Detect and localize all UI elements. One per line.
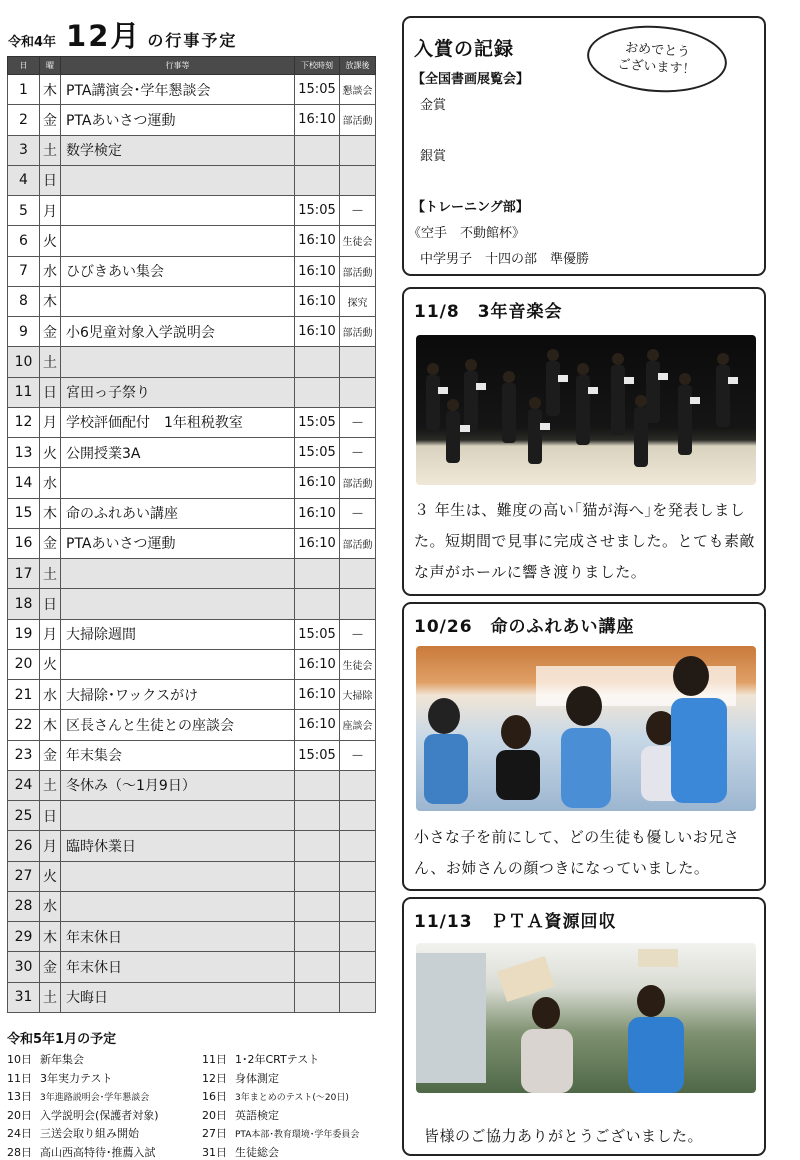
pta-recycling-box [402, 897, 766, 1156]
award-category-training: 【トレーニング部】 [412, 200, 529, 215]
dow-cell: 土 [40, 559, 61, 589]
dismissal-cell [295, 347, 340, 377]
schedule-row [8, 559, 376, 589]
dismissal-cell: 16:10 [295, 710, 340, 740]
event-cell: 年末集会 [61, 740, 295, 770]
after-school-cell: 探究 [340, 286, 376, 316]
after-school-cell: ― [340, 740, 376, 770]
january-item-text: 新年集会 [40, 1053, 84, 1066]
january-item-text: 1･2年CRTテスト [235, 1053, 320, 1066]
event-cell: 年末休日 [61, 922, 295, 952]
january-item [7, 1107, 202, 1125]
event-cell [61, 196, 295, 226]
dismissal-cell [295, 377, 340, 407]
january-item-text: 3年まとめのテスト(～20日) [235, 1093, 349, 1103]
music-title: 11/8 3年音楽会 [414, 302, 563, 322]
after-school-cell [340, 952, 376, 982]
january-item-text: 3年進路説明会･学年懇談会 [40, 1093, 150, 1103]
january-item-date: 27日 [202, 1127, 227, 1140]
schedule-row [8, 740, 376, 770]
event-cell: 宮田っ子祭り [61, 377, 295, 407]
dow-cell: 水 [40, 256, 61, 286]
event-cell [61, 589, 295, 619]
dismissal-cell [295, 559, 340, 589]
award-silver: 銀賞 [420, 149, 447, 164]
dow-cell: 月 [40, 619, 61, 649]
january-item-date: 10日 [7, 1053, 32, 1066]
event-cell: 命のふれあい講座 [61, 498, 295, 528]
header-month: 12月 [66, 19, 142, 53]
january-item-date: 20日 [7, 1108, 32, 1122]
music-caption: ３ 年生は、難度の高い｢猫が海へ｣を発表しました。短期間で見事に完成させました。とても素敵な声がホールに響き渡りました。 [414, 501, 756, 581]
january-item-date: 24日 [7, 1127, 32, 1140]
event-cell: 数学検定 [61, 135, 295, 165]
dismissal-cell: 16:10 [295, 498, 340, 528]
pta-caption: 皆様のご協力ありがとうございました。 [424, 1127, 704, 1145]
dismissal-cell: 15:05 [295, 407, 340, 437]
event-cell [61, 468, 295, 498]
day-cell: 30 [8, 952, 40, 982]
students-with-children-illustration [416, 646, 756, 811]
after-school-cell [340, 559, 376, 589]
dismissal-cell: 15:05 [295, 438, 340, 468]
january-item-text: 身体測定 [235, 1071, 279, 1085]
award-result: 中学男子 十四の部 準優勝 [420, 252, 590, 267]
header-title: の行事予定 [147, 31, 238, 50]
after-school-cell: 懇談会 [340, 75, 376, 105]
event-cell: 学校評価配付 1年租税教室 [61, 407, 295, 437]
january-item-date: 16日 [202, 1090, 227, 1103]
dismissal-cell [295, 831, 340, 861]
after-school-cell: ― [340, 407, 376, 437]
day-cell: 16 [8, 528, 40, 558]
day-cell: 3 [8, 135, 40, 165]
after-school-cell: 部活動 [340, 317, 376, 347]
january-item [7, 1088, 202, 1106]
after-school-cell: 部活動 [340, 468, 376, 498]
dow-cell: 日 [40, 165, 61, 195]
january-item-text: 生徒総会 [235, 1145, 279, 1159]
schedule-row [8, 891, 376, 921]
event-cell [61, 801, 295, 831]
dismissal-cell [295, 982, 340, 1012]
schedule-row [8, 286, 376, 316]
january-item [202, 1125, 377, 1143]
january-item-date: 13日 [7, 1090, 32, 1103]
dow-cell: 水 [40, 891, 61, 921]
dow-cell: 日 [40, 801, 61, 831]
january-item-date: 11日 [202, 1053, 227, 1066]
dismissal-cell: 16:10 [295, 226, 340, 256]
awards-box [402, 16, 766, 276]
header-era: 令和4年 [8, 35, 57, 50]
january-item [7, 1070, 202, 1088]
schedule-row [8, 135, 376, 165]
after-school-cell: ― [340, 196, 376, 226]
schedule-row [8, 256, 376, 286]
event-cell: PTAあいさつ運動 [61, 528, 295, 558]
event-cell [61, 861, 295, 891]
day-cell: 31 [8, 982, 40, 1012]
day-cell: 28 [8, 891, 40, 921]
dismissal-cell [295, 589, 340, 619]
day-cell: 12 [8, 407, 40, 437]
schedule-row [8, 770, 376, 800]
dismissal-cell: 16:10 [295, 649, 340, 679]
day-cell: 26 [8, 831, 40, 861]
life-title: 10/26 命のふれあい講座 [414, 617, 635, 637]
congrats-bubble [585, 21, 729, 97]
schedule-row [8, 226, 376, 256]
january-item-text: PTA本部･教育環境･学年委員会 [235, 1130, 360, 1140]
event-cell: 年末休日 [61, 952, 295, 982]
after-school-cell: 部活動 [340, 256, 376, 286]
after-school-cell [340, 165, 376, 195]
dismissal-cell: 15:05 [295, 75, 340, 105]
award-gold: 金賞 [420, 98, 447, 113]
dismissal-cell [295, 135, 340, 165]
event-cell [61, 891, 295, 921]
award-tournament: 《空手 不動館杯》 [408, 226, 526, 241]
schedule-row [8, 498, 376, 528]
after-school-cell: 部活動 [340, 528, 376, 558]
day-cell: 1 [8, 75, 40, 105]
schedule-row [8, 922, 376, 952]
day-cell: 11 [8, 377, 40, 407]
after-school-cell [340, 891, 376, 921]
life-workshop-box [402, 602, 766, 891]
after-school-cell: 部活動 [340, 105, 376, 135]
schedule-table [7, 56, 376, 1013]
schedule-row [8, 468, 376, 498]
event-cell [61, 559, 295, 589]
award-category-calligraphy: 【全国書画展覧会】 [412, 72, 530, 87]
dow-cell: 月 [40, 831, 61, 861]
music-festival-box [402, 287, 766, 596]
after-school-cell [340, 982, 376, 1012]
schedule-row [8, 710, 376, 740]
event-cell: 大掃除週間 [61, 619, 295, 649]
schedule-row [8, 165, 376, 195]
schedule-row [8, 801, 376, 831]
dow-cell: 木 [40, 922, 61, 952]
dow-cell: 火 [40, 649, 61, 679]
after-school-cell [340, 922, 376, 952]
day-cell: 7 [8, 256, 40, 286]
after-school-cell [340, 831, 376, 861]
schedule-row [8, 619, 376, 649]
january-item-date: 28日 [7, 1145, 32, 1159]
event-cell [61, 286, 295, 316]
dow-cell: 日 [40, 377, 61, 407]
col-header-after: 放課後 [340, 57, 376, 75]
dow-cell: 月 [40, 407, 61, 437]
dow-cell: 木 [40, 286, 61, 316]
bubble-line-2: ございます！ [616, 57, 696, 78]
event-cell: 区長さんと生徒との座談会 [61, 710, 295, 740]
page-header [8, 14, 238, 53]
january-item [202, 1088, 377, 1106]
col-header-dismissal: 下校時刻 [295, 57, 340, 75]
after-school-cell: ― [340, 438, 376, 468]
awards-title: 入賞の記録 [414, 38, 515, 60]
event-cell: ひびきあい集会 [61, 256, 295, 286]
after-school-cell [340, 589, 376, 619]
after-school-cell [340, 861, 376, 891]
schedule-row [8, 105, 376, 135]
dismissal-cell: 16:10 [295, 256, 340, 286]
january-item [202, 1107, 377, 1125]
event-cell [61, 649, 295, 679]
january-item-text: 高山西高特待･推薦入試 [40, 1145, 156, 1159]
dismissal-cell: 16:10 [295, 680, 340, 710]
event-cell [61, 226, 295, 256]
day-cell: 8 [8, 286, 40, 316]
schedule-row [8, 347, 376, 377]
choir-illustration [416, 335, 756, 485]
day-cell: 23 [8, 740, 40, 770]
january-item [202, 1051, 377, 1069]
after-school-cell [340, 135, 376, 165]
dow-cell: 火 [40, 438, 61, 468]
day-cell: 19 [8, 619, 40, 649]
schedule-row [8, 952, 376, 982]
dow-cell: 土 [40, 770, 61, 800]
january-item [7, 1144, 202, 1160]
dow-cell: 金 [40, 317, 61, 347]
dow-cell: 水 [40, 468, 61, 498]
col-header-dow: 曜 [40, 57, 61, 75]
schedule-row [8, 982, 376, 1012]
day-cell: 5 [8, 196, 40, 226]
pta-title: 11/13 ＰＴＡ資源回収 [414, 912, 617, 932]
recycling-illustration [416, 943, 756, 1093]
life-caption: 小さな子を前にして、どの生徒も優しいお兄さん、お姉さんの顔つきになっていました。 [414, 828, 740, 877]
day-cell: 29 [8, 922, 40, 952]
after-school-cell [340, 377, 376, 407]
january-title: 令和5年1月の予定 [7, 1032, 117, 1047]
schedule-row [8, 196, 376, 226]
dow-cell: 月 [40, 196, 61, 226]
january-item [202, 1070, 377, 1088]
january-list [7, 1051, 377, 1160]
dow-cell: 木 [40, 710, 61, 740]
event-cell: 冬休み（～1月9日） [61, 770, 295, 800]
bubble-line-1: おめでとう [624, 40, 691, 61]
dow-cell: 木 [40, 75, 61, 105]
dow-cell: 土 [40, 135, 61, 165]
event-cell: 小6児童対象入学説明会 [61, 317, 295, 347]
after-school-cell [340, 770, 376, 800]
day-cell: 18 [8, 589, 40, 619]
dismissal-cell [295, 952, 340, 982]
after-school-cell: ― [340, 498, 376, 528]
after-school-cell: 生徒会 [340, 649, 376, 679]
january-item [7, 1125, 202, 1143]
dow-cell: 日 [40, 589, 61, 619]
schedule-row [8, 589, 376, 619]
schedule-row [8, 680, 376, 710]
january-item-date: 12日 [202, 1071, 227, 1085]
pta-recycling-photo [416, 943, 756, 1093]
after-school-cell: 大掃除 [340, 680, 376, 710]
life-workshop-photo [416, 646, 756, 811]
schedule-row [8, 317, 376, 347]
january-item [202, 1144, 377, 1160]
schedule-row [8, 649, 376, 679]
january-item-text: 英語検定 [235, 1108, 279, 1122]
day-cell: 24 [8, 770, 40, 800]
day-cell: 15 [8, 498, 40, 528]
dow-cell: 金 [40, 740, 61, 770]
dismissal-cell: 16:10 [295, 468, 340, 498]
dow-cell: 土 [40, 347, 61, 377]
schedule-row [8, 528, 376, 558]
dismissal-cell: 15:05 [295, 196, 340, 226]
day-cell: 21 [8, 680, 40, 710]
schedule-row [8, 831, 376, 861]
dismissal-cell: 16:10 [295, 528, 340, 558]
day-cell: 22 [8, 710, 40, 740]
dow-cell: 金 [40, 952, 61, 982]
dismissal-cell [295, 770, 340, 800]
january-item-date: 31日 [202, 1145, 227, 1159]
after-school-cell [340, 347, 376, 377]
dow-cell: 金 [40, 105, 61, 135]
day-cell: 17 [8, 559, 40, 589]
day-cell: 14 [8, 468, 40, 498]
dow-cell: 火 [40, 226, 61, 256]
event-cell: PTA講演会･学年懇談会 [61, 75, 295, 105]
after-school-cell: 生徒会 [340, 226, 376, 256]
dismissal-cell [295, 165, 340, 195]
schedule-row [8, 438, 376, 468]
january-plan [7, 1028, 377, 1160]
event-cell: 臨時休業日 [61, 831, 295, 861]
schedule-header-row [8, 57, 376, 75]
event-cell: 公開授業3A [61, 438, 295, 468]
january-item-date: 20日 [202, 1108, 227, 1122]
dow-cell: 金 [40, 528, 61, 558]
january-item-text: 入学説明会(保護者対象) [40, 1108, 159, 1122]
day-cell: 13 [8, 438, 40, 468]
event-cell [61, 347, 295, 377]
after-school-cell: ― [340, 619, 376, 649]
january-item-text: 3年実力テスト [40, 1071, 113, 1085]
day-cell: 2 [8, 105, 40, 135]
dismissal-cell: 16:10 [295, 105, 340, 135]
schedule-row [8, 407, 376, 437]
music-festival-photo [416, 335, 756, 485]
schedule-row [8, 75, 376, 105]
day-cell: 6 [8, 226, 40, 256]
event-cell: 大掃除･ワックスがけ [61, 680, 295, 710]
day-cell: 25 [8, 801, 40, 831]
day-cell: 27 [8, 861, 40, 891]
schedule-row [8, 861, 376, 891]
event-cell: PTAあいさつ運動 [61, 105, 295, 135]
dismissal-cell [295, 801, 340, 831]
january-item [7, 1051, 202, 1069]
january-item-text: 三送会取り組み開始 [40, 1127, 139, 1140]
dismissal-cell: 16:10 [295, 286, 340, 316]
day-cell: 9 [8, 317, 40, 347]
dismissal-cell: 15:05 [295, 619, 340, 649]
january-item-date: 11日 [7, 1071, 32, 1085]
col-header-event: 行事等 [61, 57, 295, 75]
dismissal-cell: 15:05 [295, 740, 340, 770]
dismissal-cell [295, 861, 340, 891]
after-school-cell [340, 801, 376, 831]
event-cell [61, 165, 295, 195]
dow-cell: 土 [40, 982, 61, 1012]
dow-cell: 火 [40, 861, 61, 891]
after-school-cell: 座談会 [340, 710, 376, 740]
dow-cell: 水 [40, 680, 61, 710]
day-cell: 4 [8, 165, 40, 195]
dow-cell: 木 [40, 498, 61, 528]
dismissal-cell: 16:10 [295, 317, 340, 347]
event-cell: 大晦日 [61, 982, 295, 1012]
schedule-body [8, 75, 376, 1013]
dismissal-cell [295, 922, 340, 952]
col-header-day: 日 [8, 57, 40, 75]
dismissal-cell [295, 891, 340, 921]
schedule-row [8, 377, 376, 407]
day-cell: 20 [8, 649, 40, 679]
day-cell: 10 [8, 347, 40, 377]
